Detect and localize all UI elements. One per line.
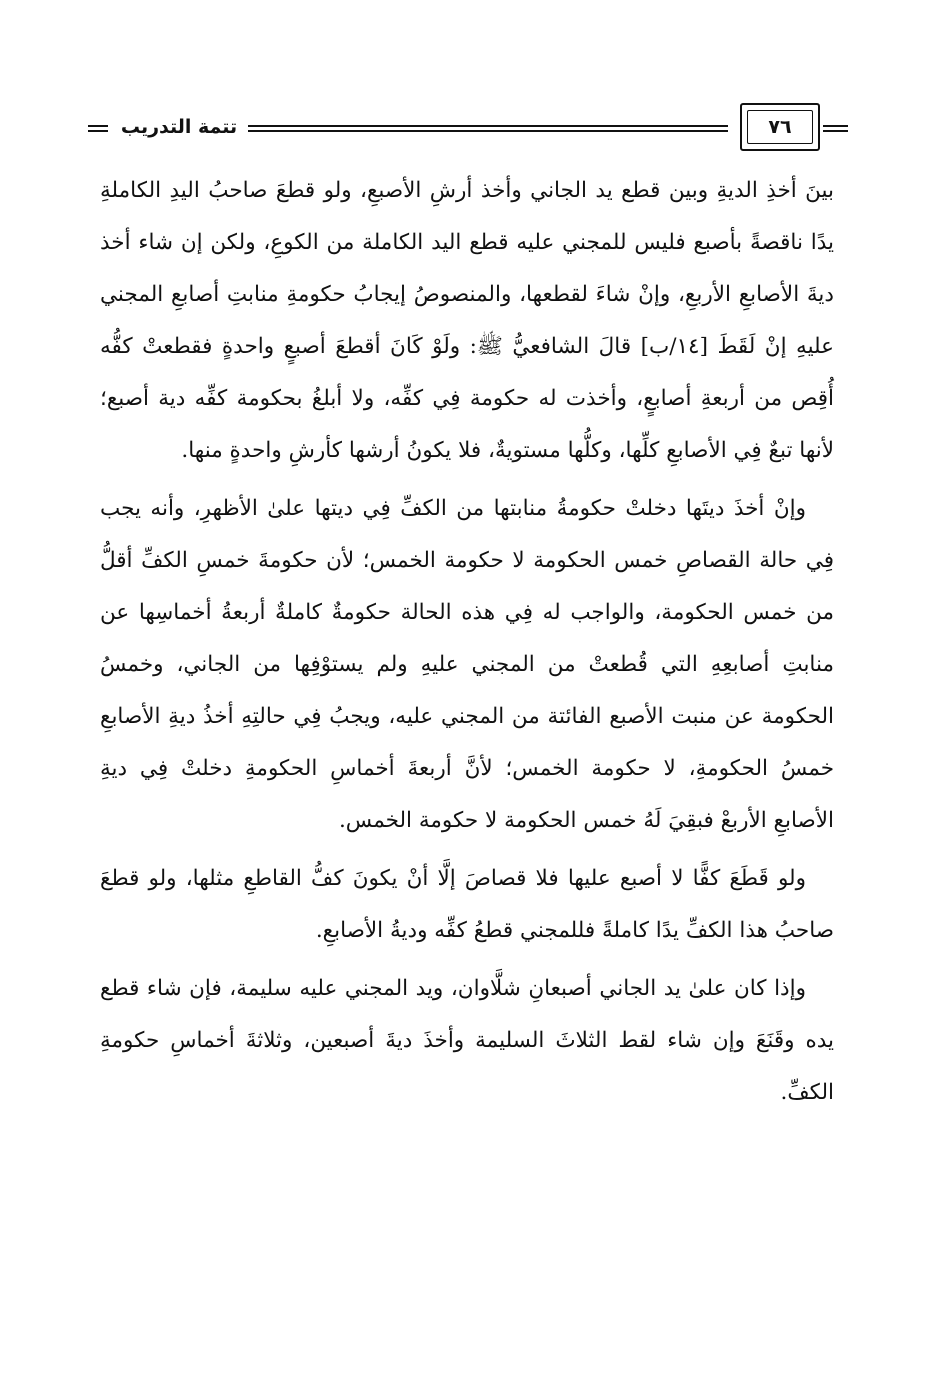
header-rule-middle [248,125,728,132]
running-title: تتمة التدريب [120,116,238,138]
header-rule-left [88,125,108,132]
page-number-frame [740,103,820,151]
page-header [88,100,848,156]
paragraph-4: وإذا كان علىٰ يد الجاني أصبعانِ شلَّاوان، ويد المجني عليه سليمة، فإن شاء قطع يده وقَنَعَ وإن شاء لقط الثلاثَ السليمة وأخذَ ديةَ أصبعين، وثلاثةَ أخماسِ حكومةِ الكفِّ. [100,976,834,1105]
paragraph-1: بينَ أخذِ الديةِ وبين قطع يد الجاني وأخذ أرشِ الأصبعِ، ولو قطعَ صاحبُ اليدِ الكاملةِ يدًا ناقصةً بأصبع فليس للمجني عليه قطع اليد الكاملة من الكوعِ، ولكن إن شاء أخذ ديةَ الأصابعِ الأربعِ، وإنْ شاءَ لقطعها، والمنصوصُ إيجابُ حكومةِ منابتِ أصابعِ المجني عليهِ إنْ لَقَطَ [١٤/ب] قالَ الشافعيُّ ﷺ: ولَوْ كَانَ أقطعَ أصبعٍ واحدةٍ فقطعتْ كفُّه أُقِص من أربعةِ أصابعٍ، وأخذت له حكومة فِي كفِّه، ولا أبلغُ بحكومة كفِّه دية أصبع؛ لأنها تبعٌ فِي الأصابعِ كلِّها، وكلُّها مستويةٌ، فلا يكونُ أرشها كأرشِ واحدةٍ منها. [100,178,835,463]
page-body [100,165,834,1125]
header-rule-right [823,125,848,132]
page-number: ٧٦ [747,110,813,144]
paragraph-2: وإنْ أخذَ ديتَها دخلتْ حكومةُ منابتها من الكفِّ فِي ديتها علىٰ الأظهرِ، وأنه يجب فِي حالة القصاصِ خمس الحكومة لا حكومة الخمس؛ لأن حكومةَ خمسِ الكفِّ أقلُّ من خمس الحكومة، والواجب له فِي هذه الحالة حكومةٌ كاملةٌ أربعةُ أخماسِها عن منابتِ أصابعِهِ التي قُطعتْ من المجني عليهِ ولم يستوْفِها من الجاني، وخمسُ الحكومة عن منبت الأصبع الفائتة من المجني عليه، ويجبُ فِي حالتِهِ أخذُ ديةِ الأصابعِ خمسُ الحكومةِ، لا حكومة الخمس؛ لأنَّ أربعةَ أخماسِ الحكومةِ دخلتْ فِي ديةِ الأصابعِ الأربعْ فبقِيَ لَهُ خمس الحكومة لا حكومة الخمس. [100,496,834,833]
paragraph-3: ولو قَطَعَ كفًّا لا أصبع عليها فلا قصاصَ إلَّا أنْ يكونَ كفُّ القاطعِ مثلها، ولو قطعَ صاحبُ هذا الكفِّ يدًا كاملةً فللمجني قطعُ كفِّه وديةُ الأصابعِ. [100,866,834,943]
